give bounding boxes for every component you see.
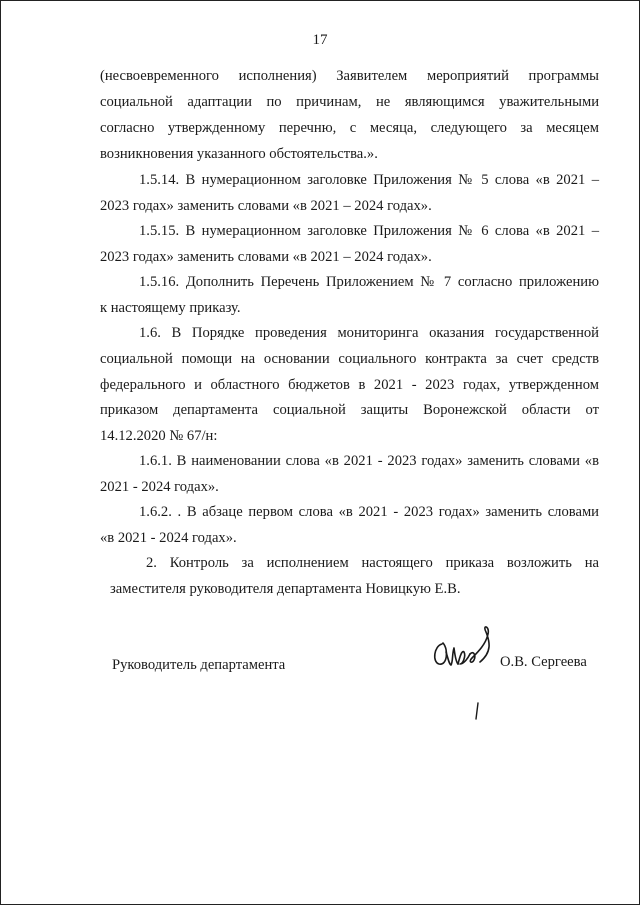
body-line: 2023 годах» заменить словами «в 2021 – 2024 годах». — [100, 249, 432, 265]
body-line: 2021 - 2024 годах». — [100, 479, 219, 495]
body-line: согласно утвержденному перечню, с месяца, следующего за месяцем — [100, 120, 599, 136]
body-line: «в 2021 - 2024 годах». — [100, 530, 237, 546]
body-line: 2023 годах» заменить словами «в 2021 – 2024 годах». — [100, 198, 432, 214]
pen-mark — [474, 702, 480, 720]
signer-name: О.В. Сергеева — [500, 654, 587, 670]
body-line: федерального и областного бюджетов в 2021 - 2023 годах, утвержденном — [100, 377, 599, 393]
body-line: 1.6.1. В наименовании слова «в 2021 - 2023 годах» заменить словами «в — [139, 453, 599, 469]
body-line: социальной адаптации по причинам, не являющимся уважительными — [100, 94, 599, 110]
body-line: к настоящему приказу. — [100, 300, 241, 316]
body-line: (несвоевременного исполнения) Заявителем мероприятий программы — [100, 68, 599, 84]
body-line: 1.6.2. . В абзаце первом слова «в 2021 - 2023 годах» заменить словами — [139, 504, 599, 520]
body-line: приказом департамента социальной защиты Воронежской области от — [100, 402, 599, 418]
body-line: 1.6. В Порядке проведения мониторинга оказания государственной — [139, 325, 599, 341]
body-line: 1.5.16. Дополнить Перечень Приложением № 7 согласно приложению — [139, 274, 599, 290]
signer-position: Руководитель департамента — [112, 657, 286, 673]
body-line: заместителя руководителя департамента Новицкую Е.В. — [110, 581, 461, 597]
body-line: социальной помощи на основании социального контракта за счет средств — [100, 351, 599, 367]
handwritten-signature — [430, 622, 500, 670]
body-line: 1.5.14. В нумерационном заголовке Приложения № 5 слова «в 2021 – — [139, 172, 599, 188]
page-number: 17 — [312, 32, 328, 48]
body-line: 1.5.15. В нумерационном заголовке Приложения № 6 слова «в 2021 – — [139, 223, 599, 239]
body-line: возникновения указанного обстоятельства.». — [100, 146, 378, 162]
body-line: 2. Контроль за исполнением настоящего приказа возложить на — [146, 555, 599, 571]
body-line: 14.12.2020 № 67/н: — [100, 428, 218, 444]
